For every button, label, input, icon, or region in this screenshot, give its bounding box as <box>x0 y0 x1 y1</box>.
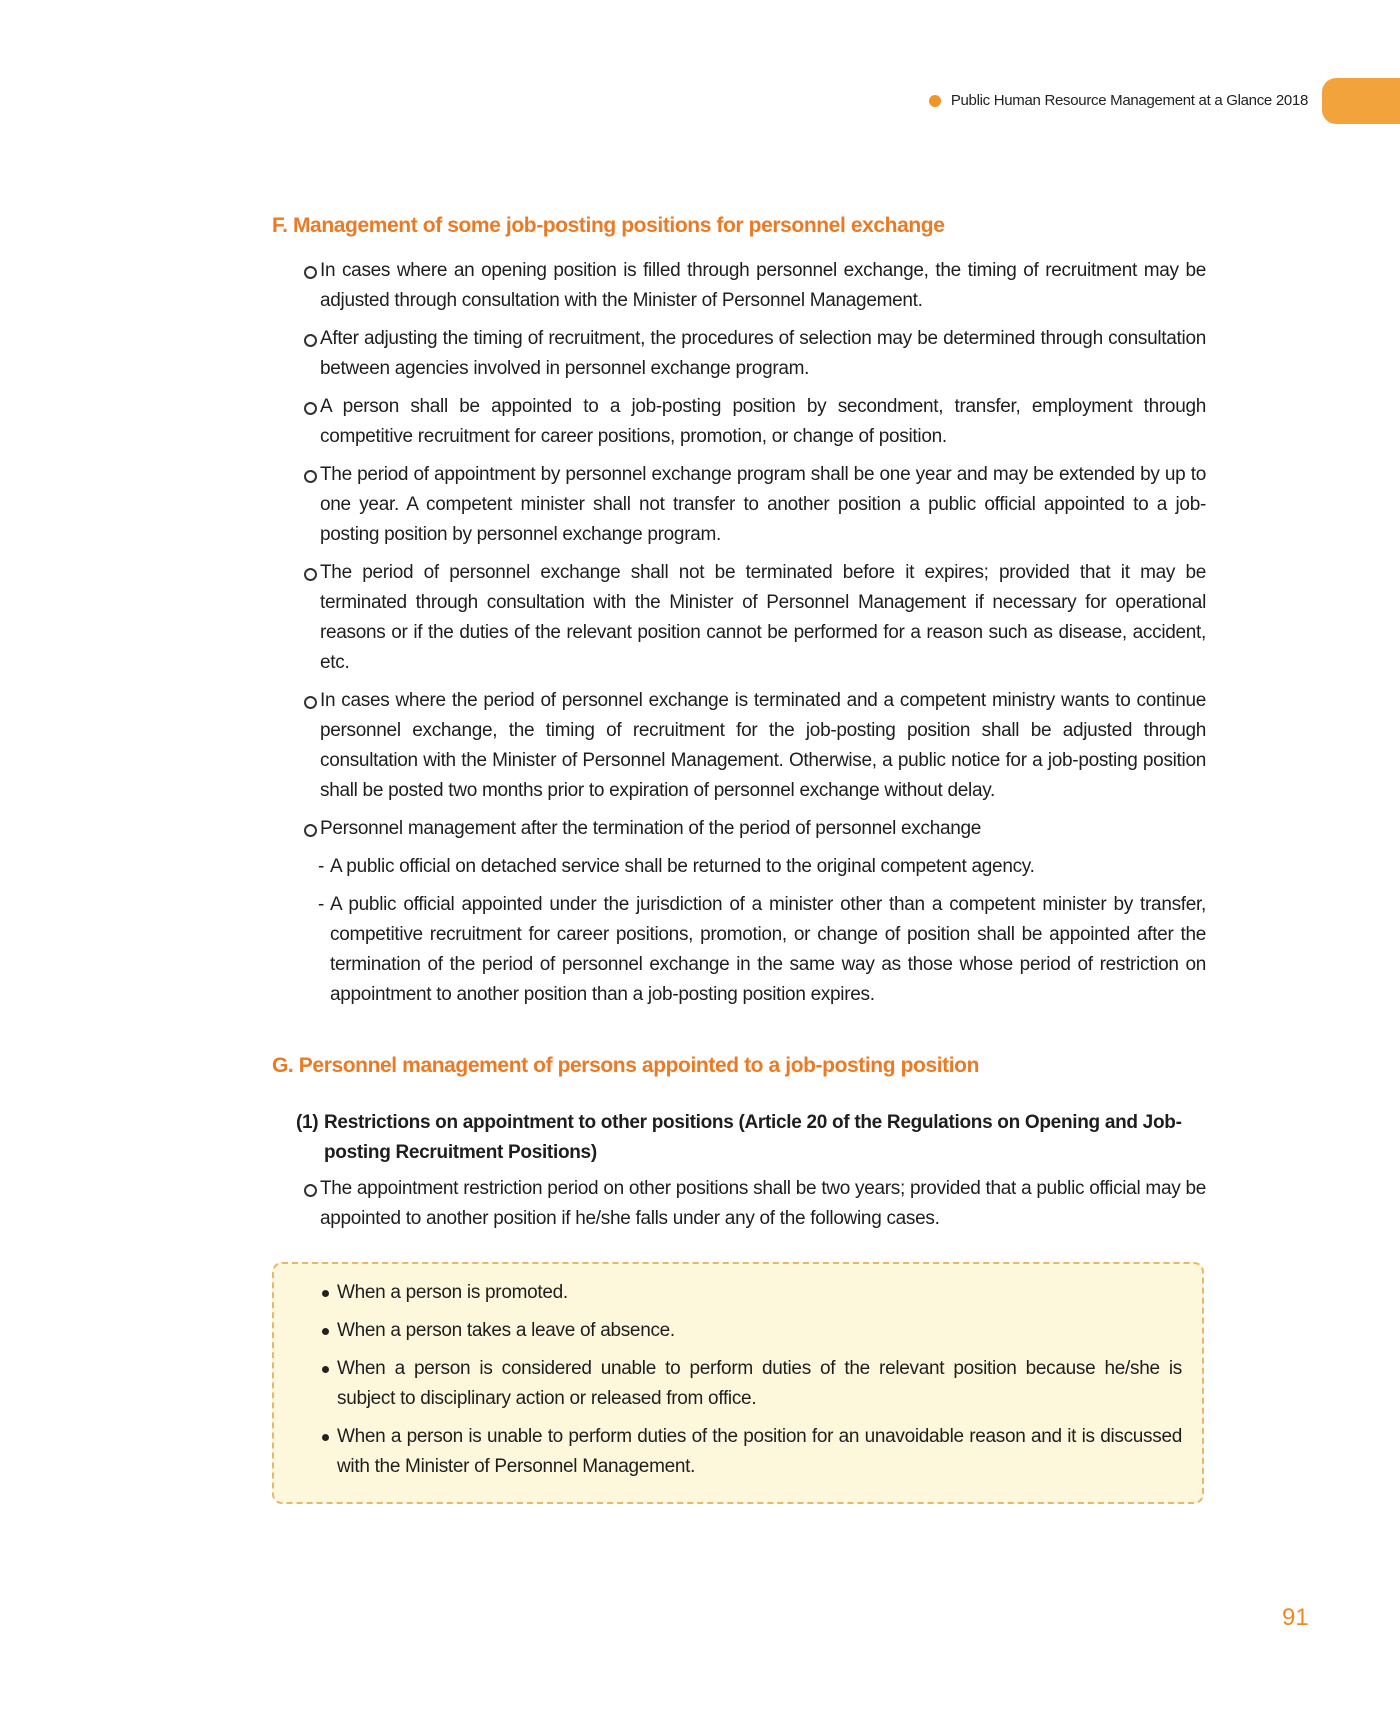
section-g-heading: G. Personnel management of persons appointed to a job-posting position <box>272 1054 980 1077</box>
page-content <box>272 214 1206 1504</box>
dot-bullet-icon <box>322 1434 329 1441</box>
subsection-heading <box>272 1108 1206 1168</box>
list-item: The period of appointment by personnel exchange program shall be one year and may be extended by up to one year. A competent minister shall not transfer to another position a public official appointed to a job-posting position by personnel exchange program. <box>272 460 1206 550</box>
list-item: A person shall be appointed to a job-posting position by secondment, transfer, employment through competitive recruitment for career positions, promotion, or change of position. <box>272 392 1206 452</box>
list-item: The appointment restriction period on other positions shall be two years; provided that a public official may be appointed to another position if he/she falls under any of the following cases. <box>272 1174 1206 1234</box>
list-item: In cases where the period of personnel exchange is terminated and a competent ministry wants to continue personnel exchange, the timing of recruitment for the job-posting position shall be adjusted through consultation with the Minister of Personnel Management. Otherwise, a public notice for a job-posting position shall be posted two months prior to expiration of personnel exchange without delay. <box>272 686 1206 806</box>
list-item: After adjusting the timing of recruitment, the procedures of selection may be determined through consultation between agencies involved in personnel exchange program. <box>272 324 1206 384</box>
circle-bullet-icon <box>304 334 317 347</box>
case-item: When a person is considered unable to perform duties of the relevant position because he/she is subject to disciplinary action or released from office. <box>274 1354 1182 1414</box>
sub-list-item: - A public official on detached service shall be returned to the original competent agency. <box>272 852 1206 882</box>
list-item: The period of personnel exchange shall not be terminated before it expires; provided that it may be terminated through consultation with the Minister of Personnel Management if necessary for operational reasons or if the duties of the relevant position cannot be performed for a reason such as disease, accident, etc. <box>272 558 1206 678</box>
sub-list-item: - A public official appointed under the jurisdiction of a minister other than a competent minister by transfer, competitive recruitment for career positions, promotion, or change of position shall be appointed after the termination of the period of personnel exchange in the same way as those whose period of restriction on appointment to another position than a job-posting position expires. <box>272 890 1206 1010</box>
cases-box <box>272 1262 1204 1504</box>
subsection-title: Restrictions on appointment to other positions (Article 20 of the Regulations on Opening and Job-posting Recruitment Positions) <box>324 1112 1182 1163</box>
header-dot-icon <box>929 95 941 107</box>
header-tab-decoration <box>1322 78 1400 124</box>
circle-bullet-icon <box>304 696 317 709</box>
page-number: 91 <box>1282 1604 1309 1631</box>
dash-bullet-icon: - <box>318 856 325 877</box>
dot-bullet-icon <box>322 1366 329 1373</box>
case-item: When a person is unable to perform duties of the position for an unavoidable reason and it is discussed with the Minister of Personnel Management. <box>274 1422 1182 1482</box>
list-item: Personnel management after the termination of the period of personnel exchange <box>272 814 1206 844</box>
section-f-heading: F. Management of some job-posting positions for personnel exchange <box>272 214 945 237</box>
circle-bullet-icon <box>304 402 317 415</box>
subsection-number: (1) <box>296 1112 319 1133</box>
list-item: In cases where an opening position is filled through personnel exchange, the timing of recruitment may be adjusted through consultation with the Minister of Personnel Management. <box>272 256 1206 316</box>
circle-bullet-icon <box>304 470 317 483</box>
running-header <box>929 92 1308 109</box>
case-item: When a person is promoted. <box>274 1278 1182 1308</box>
case-item: When a person takes a leave of absence. <box>274 1316 1182 1346</box>
dash-bullet-icon: - <box>318 894 325 915</box>
running-title: Public Human Resource Management at a Glance 2018 <box>950 92 1308 109</box>
circle-bullet-icon <box>304 824 317 837</box>
circle-bullet-icon <box>304 266 317 279</box>
dot-bullet-icon <box>322 1328 329 1335</box>
circle-bullet-icon <box>304 1184 317 1197</box>
dot-bullet-icon <box>322 1290 329 1297</box>
circle-bullet-icon <box>304 568 317 581</box>
